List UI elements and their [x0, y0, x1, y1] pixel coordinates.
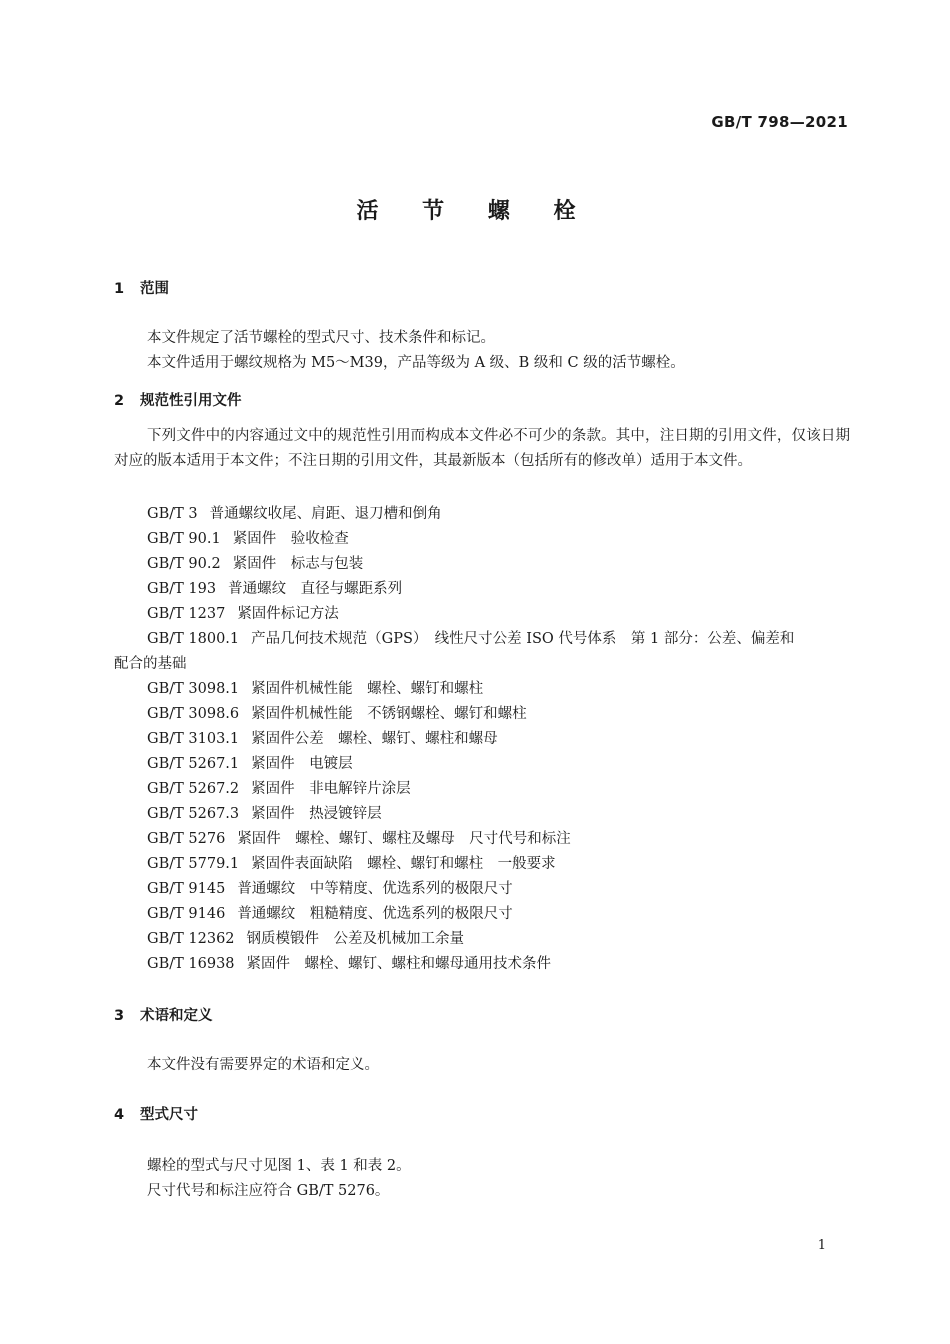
reference-code: GB/T 193 — [147, 581, 217, 597]
reference-title: 紧固件 验收检查 — [232, 531, 349, 547]
reference-title: 紧固件 螺栓、螺钉、螺柱和螺母通用技术条件 — [246, 956, 552, 972]
reference-title: 紧固件 电镀层 — [251, 756, 353, 772]
section-number: 4 — [114, 1107, 125, 1123]
reference-code: GB/T 90.2 — [147, 556, 221, 572]
section-3-heading — [114, 1004, 213, 1025]
reference-title: 紧固件 非电解锌片涂层 — [251, 781, 411, 797]
section-number: 3 — [114, 1008, 125, 1024]
reference-code: GB/T 5779.1 — [147, 856, 240, 872]
reference-code: GB/T 5267.1 — [147, 756, 240, 772]
reference-item — [147, 952, 551, 973]
reference-code: GB/T 5267.2 — [147, 781, 240, 797]
reference-title: 紧固件机械性能 螺栓、螺钉和螺柱 — [251, 681, 484, 697]
reference-title: 普通螺纹 中等精度、优选系列的极限尺寸 — [237, 881, 513, 897]
reference-item — [147, 727, 498, 748]
reference-item — [147, 752, 353, 773]
page-number: 1 — [817, 1238, 826, 1253]
reference-title: 紧固件 标志与包装 — [232, 556, 364, 572]
reference-code: GB/T 1800.1 — [147, 631, 240, 647]
reference-code: GB/T 9146 — [147, 906, 226, 922]
reference-continuation: 配合的基础 — [114, 656, 187, 672]
reference-title: 紧固件公差 螺栓、螺钉、螺柱和螺母 — [251, 731, 498, 747]
section-1-paragraph-1: 本文件规定了活节螺栓的型式尺寸、技术条件和标记。 — [147, 330, 495, 346]
section-title: 型式尺寸 — [140, 1107, 198, 1123]
section-4-paragraph-1: 螺栓的型式与尺寸见图 1、表 1 和表 2。 — [147, 1158, 411, 1174]
reference-item — [147, 902, 513, 923]
section-3-paragraph-1: 本文件没有需要界定的术语和定义。 — [147, 1057, 379, 1073]
document-title: 活 节 螺 栓 — [356, 199, 594, 224]
reference-title: 紧固件 螺栓、螺钉、螺柱及螺母 尺寸代号和标注 — [237, 831, 571, 847]
reference-item — [147, 627, 794, 648]
section-title: 规范性引用文件 — [140, 393, 242, 409]
reference-item — [147, 677, 483, 698]
reference-item — [147, 602, 339, 623]
reference-item — [147, 777, 411, 798]
reference-title: 钢质模锻件 公差及机械加工余量 — [246, 931, 465, 947]
reference-item — [147, 577, 402, 598]
reference-item — [147, 552, 363, 573]
reference-code: GB/T 9145 — [147, 881, 226, 897]
reference-title: 产品几何技术规范（GPS） 线性尺寸公差 ISO 代号体系 第 1 部分：公差、偏差和 — [251, 631, 795, 647]
section-2-heading — [114, 389, 242, 410]
section-number: 1 — [114, 281, 125, 297]
reference-item — [147, 702, 527, 723]
reference-item — [147, 527, 349, 548]
reference-title: 普通螺纹 直径与螺距系列 — [228, 581, 403, 597]
reference-item — [147, 927, 464, 948]
reference-title: 普通螺纹收尾、肩距、退刀槽和倒角 — [209, 506, 442, 522]
reference-title: 紧固件表面缺陷 螺栓、螺钉和螺柱 一般要求 — [251, 856, 556, 872]
section-1-paragraph-2: 本文件适用于螺纹规格为 M5～M39，产品等级为 A 级、B 级和 C 级的活节螺栓。 — [147, 355, 685, 371]
reference-item — [147, 502, 442, 523]
reference-item — [147, 827, 571, 848]
section-2-intro: 下列文件中的内容通过文中的规范性引用而构成本文件必不可少的条款。其中，注日期的引用文件，仅该日期对应的版本适用于本文件；不注日期的引用文件，其最新版本（包括所有的修改单）适用于本文件。 — [114, 428, 850, 469]
reference-code: GB/T 3098.6 — [147, 706, 240, 722]
reference-code: GB/T 12362 — [147, 931, 235, 947]
section-title: 术语和定义 — [140, 1008, 213, 1024]
reference-item — [147, 802, 382, 823]
section-number: 2 — [114, 393, 125, 409]
standard-number: GB/T 798—2021 — [711, 113, 848, 131]
reference-code: GB/T 3103.1 — [147, 731, 240, 747]
section-4-paragraph-2: 尺寸代号和标注应符合 GB/T 5276。 — [147, 1183, 390, 1199]
reference-code: GB/T 90.1 — [147, 531, 221, 547]
reference-title: 紧固件标记方法 — [237, 606, 339, 622]
reference-code: GB/T 1237 — [147, 606, 226, 622]
reference-title: 紧固件 热浸镀锌层 — [251, 806, 382, 822]
reference-item — [147, 852, 556, 873]
section-4-heading — [114, 1103, 198, 1124]
reference-code: GB/T 3098.1 — [147, 681, 240, 697]
reference-code: GB/T 5276 — [147, 831, 226, 847]
reference-code: GB/T 3 — [147, 506, 198, 522]
reference-title: 紧固件机械性能 不锈钢螺栓、螺钉和螺柱 — [251, 706, 527, 722]
reference-code: GB/T 5267.3 — [147, 806, 240, 822]
section-1-heading — [114, 277, 169, 298]
section-title: 范围 — [140, 281, 169, 297]
reference-code: GB/T 16938 — [147, 956, 235, 972]
reference-title: 普通螺纹 粗糙精度、优选系列的极限尺寸 — [237, 906, 513, 922]
reference-item — [147, 877, 513, 898]
